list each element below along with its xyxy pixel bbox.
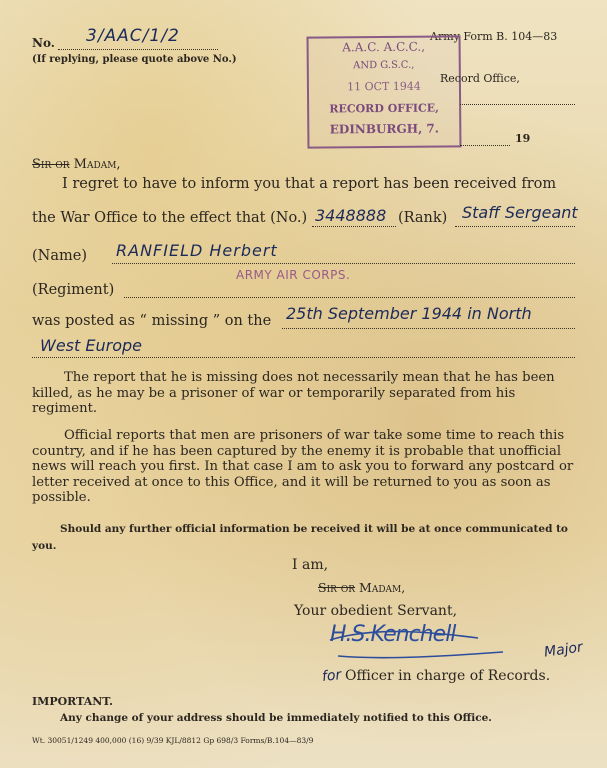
prisoner-reports-paragraph: Official reports that men are prisoners of war take some time to reach this country, and if he has been captured by the enemy it is probable that unofficial news will reach you first. In that case I am to ask you to forward any postcard or letter received at once to this Office, and it will be returned to you as soon as possible. — [32, 428, 574, 505]
closing-obedient-servant: Your obedient Servant, — [294, 603, 458, 619]
closing-salutation-madam: Madam, — [359, 580, 406, 595]
important-heading: IMPORTANT. — [32, 695, 113, 708]
name-label: (Name) — [32, 248, 87, 264]
reference-number-label: No. — [32, 36, 55, 50]
stamp-date: 11 OCT 1944 — [347, 79, 421, 94]
service-number-value: 3448888 — [315, 206, 387, 225]
reference-number-line — [58, 49, 218, 50]
closing-salutation-struck: Sir or — [318, 580, 356, 595]
year-prefix: 19 — [515, 132, 531, 145]
name-value: RANFIELD Herbert — [116, 241, 278, 260]
regiment-label: (Regiment) — [32, 282, 115, 298]
further-information-paragraph: Should any further official information be received it will be at once communicated to you. — [32, 523, 568, 552]
salutation-struck: Sir or — [32, 157, 70, 172]
for-handwritten: for — [321, 667, 343, 685]
officer-signature: H.S.Kenchell — [330, 622, 456, 647]
record-office-stamp — [307, 35, 462, 148]
posted-location-value: West Europe — [40, 336, 142, 355]
posted-line-2 — [32, 357, 575, 358]
rank-label: (Rank) — [398, 210, 448, 226]
posted-date-value: 25th September 1944 in North — [286, 304, 532, 323]
posted-missing-text: was posted as “ missing ” on the — [32, 313, 272, 329]
date-line — [460, 145, 510, 146]
regiment-value-stamp: ARMY AIR CORPS. — [236, 268, 351, 282]
stamp-line-5: EDINBURGH, 7. — [329, 121, 439, 137]
address-change-notice: Any change of your address should be immediately notified to this Office. — [60, 712, 492, 724]
stamp-line-4: RECORD OFFICE, — [329, 101, 440, 116]
missing-explanation-paragraph: The report that he is missing does not necessarily mean that he has been killed, as he may be a prisoner of war or temporarily separated from his regiment. — [32, 370, 555, 416]
reference-number-value: 3/AAC/1/2 — [86, 26, 180, 46]
record-office-line — [460, 104, 575, 105]
signature-flourish — [328, 626, 508, 662]
name-line — [112, 263, 575, 264]
regiment-line — [124, 297, 575, 298]
stamp-line-1: A.A.C. A.C.C., — [342, 39, 426, 55]
army-form-id: Army Form B. 104—83 — [430, 30, 558, 43]
stamp-line-2: AND G.S.C., — [353, 59, 415, 72]
salutation-madam: Madam, — [73, 157, 121, 172]
service-number-line — [312, 226, 396, 227]
print-reference: Wt. 30051/1249 400,000 (16) 9/39 KJL/8812 Gp 698/3 Forms/B.104—83/9 — [32, 736, 314, 745]
rank-line — [455, 226, 575, 227]
record-office-label: Record Office, — [440, 72, 520, 85]
officer-in-charge-title: Officer in charge of Records. — [345, 668, 551, 684]
rank-value: Staff Sergeant — [462, 203, 578, 222]
quote-note: (If replying, please quote above No.) — [32, 54, 237, 65]
officer-rank-handwritten: Major — [543, 639, 584, 661]
posted-line-1 — [282, 328, 575, 329]
salutation — [32, 157, 121, 172]
intro-line-2: the War Office to the effect that (No.) — [32, 210, 308, 226]
closing-salutation — [318, 580, 405, 595]
intro-line-1: I regret to have to inform you that a report has been received from — [62, 176, 557, 192]
closing-i-am: I am, — [292, 557, 329, 573]
